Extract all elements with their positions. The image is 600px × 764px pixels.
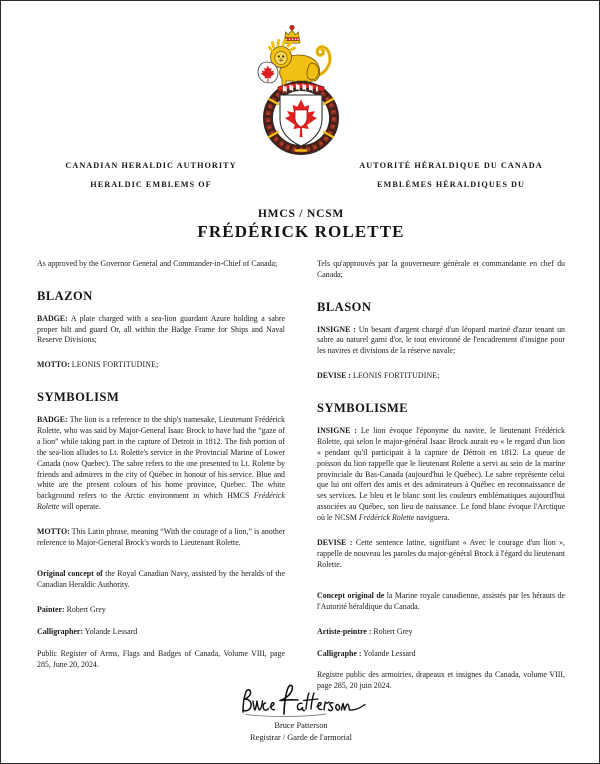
- bilingual-header: [1, 161, 600, 189]
- canadian-heraldic-authority-arms-icon: [245, 15, 357, 155]
- motto-text-fr: LEONIS FORTITUDINE;: [352, 371, 440, 381]
- painter-label-en: Painter:: [37, 604, 65, 614]
- calligrapher-label-fr: Calligraphe :: [317, 648, 362, 658]
- motto-label-en: MOTTO:: [37, 360, 70, 370]
- blazon-motto-en: [37, 360, 285, 371]
- sym-motto-label-fr: DEVISE :: [317, 538, 353, 548]
- blazon-motto-fr: [317, 371, 565, 382]
- sym-motto-text-fr: Cette sentence latine, signifiant « Avec le courage d'un lion », rappelle de nouveau les paroles du major-général Brock à l'égard du lieutenant Rolette.: [317, 538, 566, 569]
- sym-motto-text-en: This Latin phrase, meaning “With the courage of a lion,” is another reference to Major-General Brock's words to Lieutenant Rolette.: [37, 527, 285, 548]
- authority-name-en: CANADIAN HERALDIC AUTHORITY: [65, 161, 237, 170]
- motto-label-fr: DEVISE :: [317, 371, 351, 381]
- signatory-name: Bruce Patterson: [274, 721, 328, 731]
- page-title: [1, 208, 600, 241]
- sym-badge-ship-en: Frédérick Rolette: [37, 491, 285, 512]
- concept-label-fr: Concept original de: [317, 590, 385, 600]
- symbolism-badge-en: [37, 415, 285, 513]
- approval-paragraph-en: As approved by the Governor General and Commander-in-Chief of Canada;: [37, 259, 278, 268]
- calligrapher-label-en: Calligrapher:: [37, 626, 84, 636]
- painter-value-fr: Robert Grey: [371, 626, 413, 636]
- sym-badge-label-fr: INSIGNE :: [317, 425, 357, 435]
- badge-label-fr: INSIGNE :: [317, 324, 356, 334]
- painter-fr: [317, 627, 565, 638]
- original-concept-en: [37, 569, 285, 591]
- register-reference-en: Public Register of Arms, Flags and Badges of Canada, Volume VIII, page 285, June 20, 2024.: [37, 648, 285, 669]
- header-col-english: [1, 161, 301, 189]
- painter-en: [37, 605, 285, 616]
- sym-badge-text2-fr: naviguera.: [414, 513, 450, 523]
- symbolism-motto-en: [37, 527, 285, 549]
- painter-value-en: Robert Grey: [64, 604, 106, 614]
- painter-label-fr: Artiste-peintre :: [317, 626, 372, 636]
- blazon-heading-en: BLAZON: [37, 288, 93, 303]
- title-name: FRÉDÉRICK ROLETTE: [197, 221, 405, 241]
- arms-container: [1, 15, 600, 160]
- blazon-heading-fr: BLASON: [317, 299, 372, 314]
- symbolism-motto-fr: [317, 538, 565, 571]
- sym-badge-text2-en: will operate.: [59, 502, 101, 512]
- concept-text-fr: la Marine royale canadienne, assistés par les hérauts de l'Autorité héraldique du Canada.: [317, 590, 565, 611]
- content-columns: [37, 259, 565, 692]
- calligrapher-value-fr: Yolande Lessard: [361, 648, 416, 658]
- badge-label-en: BADGE:: [37, 313, 68, 323]
- calligrapher-fr: [317, 649, 565, 660]
- concept-label-en: Original concept of: [37, 569, 103, 578]
- blazon-badge-fr: [317, 325, 565, 358]
- symbolism-badge-fr: [317, 426, 565, 524]
- original-concept-fr: [317, 591, 565, 613]
- badge-text-fr: Un besant d'argent chargé d'un léopard mariné d'azur tenant un sabre au naturel garni d'or, le tout environné de l'encadrement d'insigne pour les navires et divisions de la réserve navale;: [317, 324, 565, 356]
- sym-badge-text1-en: The lion is a reference to the ship's namesake, Lieutenant Frédérick Rolette, who was said by Major-General Isaac Brock to have had the “gaze of a lion” while taking part in the capture of Detroit in 1812. The fish portion of the sea-lion alludes to Lt. Rolette's service in the Provincial Marine of Lower Canada (now Quebec). The sabre refers to the one presented to Lt. Rolette by friends and admirers in the city of Québec in honour of his service. Blue and white are the present colours of his home province, Quebec. The white background refers to the Arctic environment in which HMCS: [37, 415, 285, 501]
- signature-icon: [226, 681, 376, 719]
- symbolism-heading-en: SYMBOLISM: [37, 390, 120, 405]
- register-reference-fr: Registre public des armoiries, drapeaux et insignes du Canada, volume VIII, page 285, 20 juin 2024.: [317, 670, 565, 691]
- calligrapher-en: [37, 627, 285, 638]
- symbolism-heading-fr: SYMBOLISME: [317, 401, 409, 416]
- emblems-label-en: HERALDIC EMBLEMS OF: [90, 180, 212, 190]
- authority-name-fr: AUTORITÉ HÉRALDIQUE DU CANADA: [359, 161, 543, 170]
- sym-badge-text1-fr: Le lion évoque l'éponyme du navire, le lieutenant Frédérick Rolette, qui selon le major-général Isaac Brock aurait eu « le regard d'un lion » pendant qu'il participait à la capture de Détroit en 1812. La queue de poisson du lion rappelle que le lieutenant Rolette a servi au sein de la marine provinciale du Bas-Canada (aujourd'hui le Québec). Le sabre représente celui que lui ont offert des amis et des admirateurs à Québec en reconnaissance de ses services. Le bleu et le blanc sont les couleurs emblématiques aujourd'hui associées au Québec, son lieu de naissance. Le fond blanc évoque l'Arctique où le NCSM: [317, 425, 565, 523]
- calligrapher-value-en: Yolande Lessard: [83, 626, 138, 636]
- concept-text-en: the Royal Canadian Navy, assisted by the heralds of the Canadian Heraldic Authority.: [37, 569, 286, 589]
- blazon-badge-en: [37, 314, 285, 347]
- signature-block: [1, 681, 600, 743]
- approval-paragraph-fr: Tels qu'approuvés par la gouverneure générale et commandante en chef du Canada;: [317, 259, 565, 279]
- sym-badge-ship-fr: Frédérick Rolette: [358, 513, 415, 523]
- signatory-role: Registrar / Garde de l'armorial: [250, 732, 352, 742]
- header-col-french: [301, 161, 600, 189]
- badge-text-en: A plate charged with a sea-lion guardant Azure holding a sabre proper hilt and guard Or, all within the Badge Frame for Ships and Naval Reserve Divisions;: [37, 313, 285, 345]
- column-english: [37, 259, 285, 692]
- motto-text-en: LEONIS FORTITUDINE;: [71, 360, 159, 370]
- sym-motto-label-en: MOTTO:: [37, 527, 70, 537]
- title-prefix: HMCS / NCSM: [257, 208, 345, 220]
- sym-badge-label-en: BADGE:: [37, 415, 68, 425]
- column-french: [317, 259, 565, 692]
- emblems-label-fr: EMBLÈMES HÉRALDIQUES DU: [377, 180, 525, 190]
